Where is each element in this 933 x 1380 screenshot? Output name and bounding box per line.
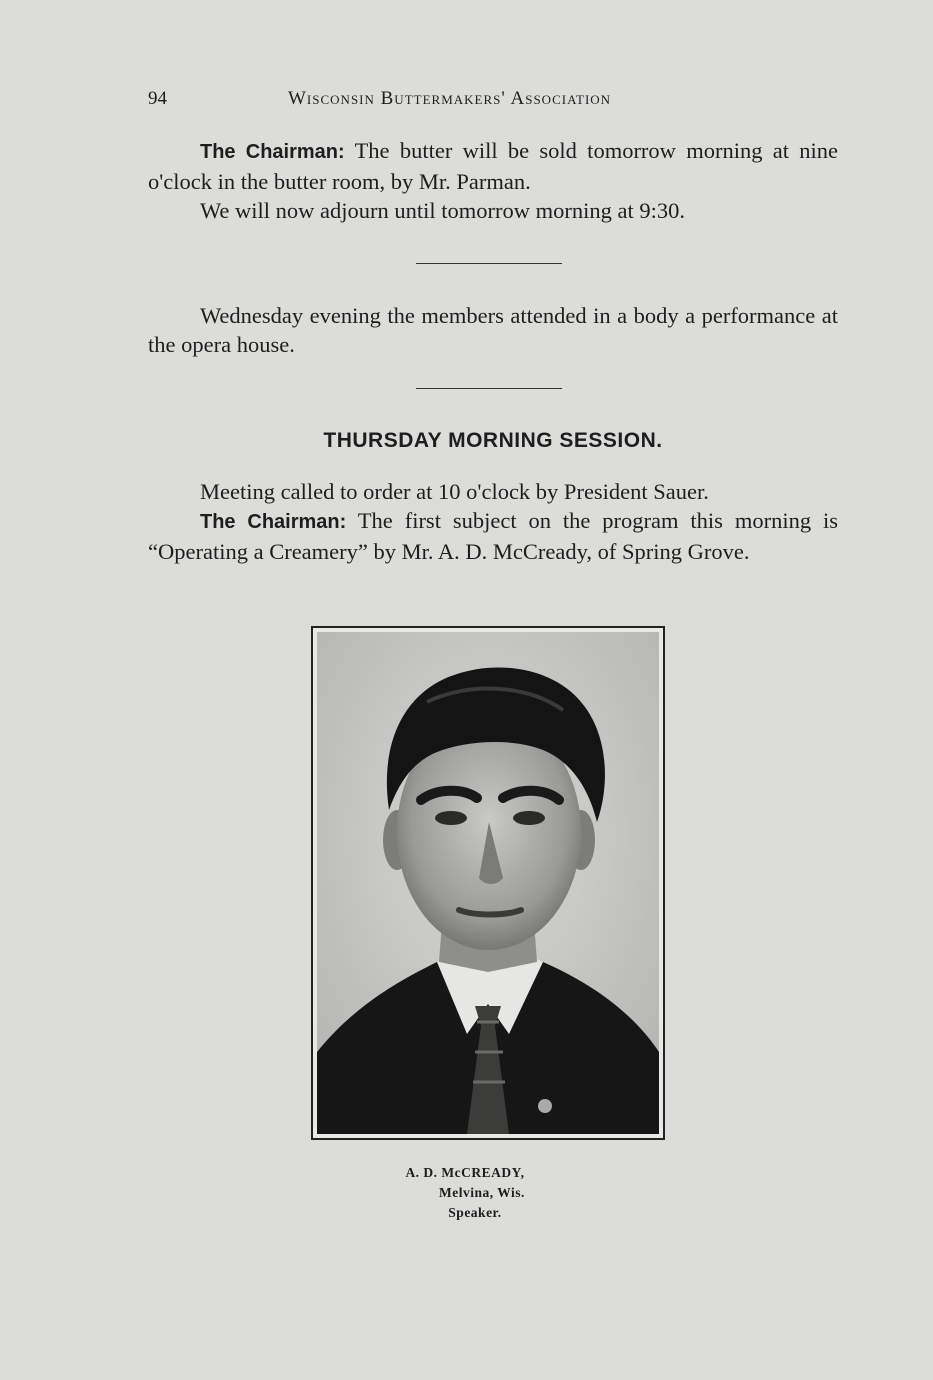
chairman-adjourn-section	[148, 136, 838, 225]
chairman-butter-paragraph	[148, 136, 838, 196]
adjourn-paragraph: We will now adjourn until tomorrow morning at 9:30.	[200, 198, 686, 223]
section-divider	[416, 388, 562, 389]
paragraph-text: The first subject on the program this morning is “Operating a Creamery” by Mr. A. D. McCready, of Spring Grove.	[148, 508, 838, 564]
thursday-section	[148, 477, 838, 566]
caption-role: Speaker.	[448, 1205, 502, 1220]
caption-location: Melvina, Wis.	[439, 1185, 525, 1200]
page-number: 94	[148, 88, 167, 109]
paragraph-text: The butter will be sold tomorrow morning at nine o'clock in the butter room, by Mr. Parman.	[148, 138, 838, 194]
caption-name: A. D. McCREADY,	[405, 1165, 525, 1180]
section-divider	[416, 263, 562, 264]
meeting-called-paragraph: Meeting called to order at 10 o'clock by President Sauer.	[200, 479, 709, 504]
portrait-photo	[317, 632, 659, 1134]
session-heading: THURSDAY MORNING SESSION.	[323, 429, 663, 452]
chairman-subject-paragraph	[148, 506, 838, 566]
wednesday-section	[148, 301, 838, 359]
wednesday-paragraph: Wednesday evening the members attended in a body a performance at the opera house.	[148, 303, 838, 357]
speaker-label: The Chairman:	[200, 511, 347, 533]
speaker-label: The Chairman:	[200, 141, 345, 163]
portrait-caption	[300, 1163, 630, 1223]
speaker-portrait	[311, 626, 665, 1140]
running-head: Wisconsin Buttermakers' Association	[288, 88, 612, 109]
page-header	[148, 88, 838, 118]
